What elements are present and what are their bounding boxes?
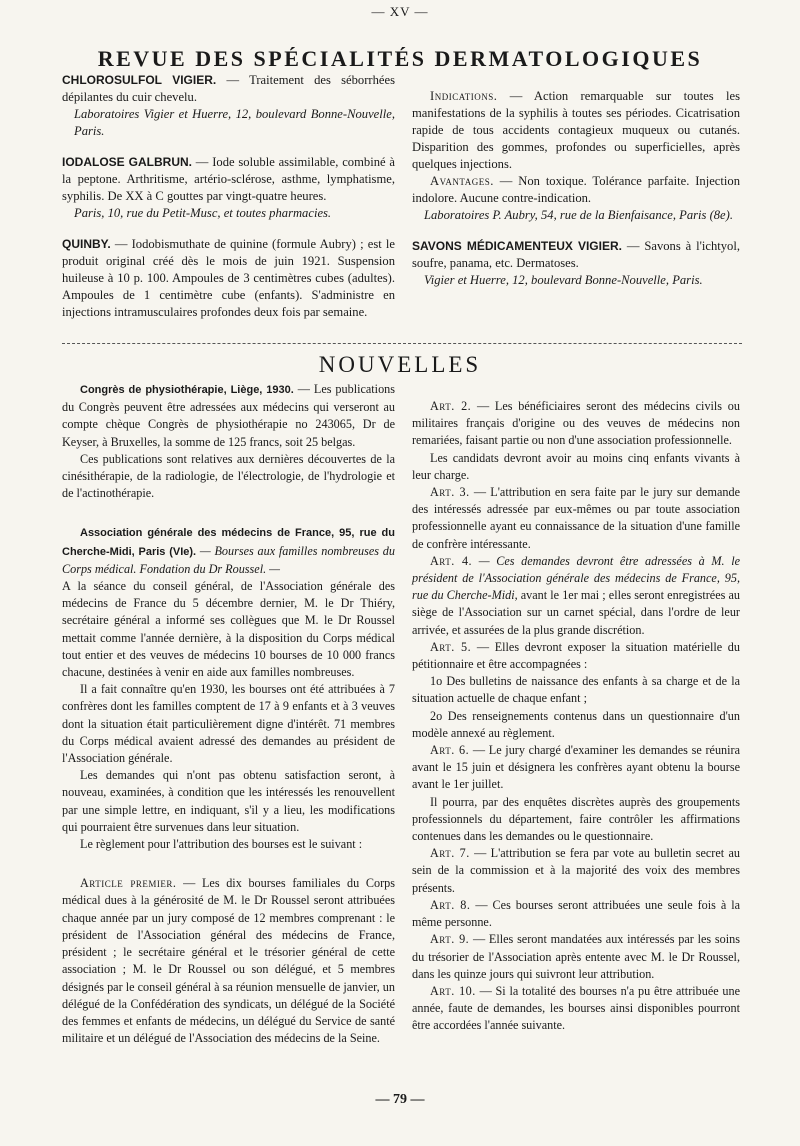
article-6-text: — Le jury chargé d'examiner les demandes se réunira avant le 15 juin et désignera les confrères ayant obtenu la bourse avant le 1er juillet. [412, 743, 740, 792]
quinby-entry [62, 236, 395, 321]
article-5-label: Art. 5. [430, 639, 472, 654]
indications-text: — Action remarquable sur toutes les manifestations de la syphilis à toutes ses périodes. Cicatrisation rapide de tous accidents contagieux muqueux ou cutanés. Disparition des gommes, profondes ou superficielles, après quelques injections. [412, 89, 740, 171]
section-divider [62, 343, 742, 344]
chlorosulfol-lab: Laboratoires Vigier et Huerre, 12, boulevard Bonne-Nouvelle, Paris. [74, 107, 395, 138]
article-10 [412, 983, 740, 1035]
nouvelles-right-column [412, 398, 740, 1035]
article-5 [412, 639, 740, 673]
savons-lab: Vigier et Huerre, 12, boulevard Bonne-Nouvelle, Paris. [424, 273, 703, 287]
article-4-text: avant le 1er mai ; elles seront enregistrées au siège de l'Association sur un carnet spécial, dans l'ordre de leur arrivée, et assurées de la plus grande discrétion. [412, 588, 740, 637]
article-1-label: Article premier. [80, 876, 177, 891]
iodalose-name: IODALOSE GALBRUN. [62, 155, 192, 169]
congres-text: — Les publications du Congrès peuvent être adressées aux médecins qui verseront au compte chèque Congrès de physiothérapie no 243065, Dr de Keyser, à Bruxelles, la somme de 125 francs, soit 25 belgas. [62, 382, 396, 449]
association-p3: Les demandes qui n'ont pas obtenu satisfaction seront, à nouveau, examinées, à condition que les intéressés les renouvellent par une simple lettre, en indiquant, s'il y a lieu, les modifications qui pourraient être survenues dans leur situation. [62, 768, 395, 834]
article-4 [412, 553, 740, 639]
article-3-label: Art. 3. [430, 485, 470, 500]
article-7-label: Art. 7. [430, 846, 470, 861]
article-3-text: — L'attribution en sera faite par le jury sur demande des intéressés adressée par eux-mêmes ou par toute association professionnelle ayant eu connaissance de la situation d'une famille de confrère intéressante. [412, 485, 741, 551]
congres-heading: Congrès de physiothérapie, Liège, 1930. [80, 384, 294, 396]
association-subtitle: — Bourses aux familles nombreuses du Corps médical. Fondation du Dr Roussel. — [62, 543, 395, 576]
iodalose-lab: Paris, 10, rue du Petit-Musc, et toutes pharmacies. [74, 206, 332, 220]
article-9 [412, 931, 740, 983]
article-1 [62, 875, 395, 1047]
article-7 [412, 845, 740, 897]
article-7-text: — L'attribution se fera par vote au bulletin secret au sein de la commission et à la majorité des voix des membres présents. [412, 846, 740, 895]
article-10-label: Art. 10. [430, 983, 476, 998]
revue-title: REVUE DES SPÉCIALITÉS DERMATOLOGIQUES [97, 46, 703, 71]
association-heading: Association générale des médecins de France, 95, rue du Cherche-Midi, Paris (VIe). [62, 527, 395, 558]
savons-name: SAVONS MÉDICAMENTEUX VIGIER. [412, 239, 622, 253]
congres-paragraph-2: Ces publications sont relatives aux dernières découvertes de la cinésithérapie, de la radiologie, de l'électrologie, de l'hydrologie et de l'actinothérapie. [62, 451, 395, 501]
article-3 [412, 484, 740, 553]
savons-text: — Savons à l'ichtyol, soufre, panama, etc. Dermatoses. [412, 239, 741, 270]
indications-label: Indications. [430, 89, 498, 103]
iodalose-text: — Iode soluble assimilable, combiné à la peptone. Arthritisme, artério-sclérose, asthme, lymphatisme, syphilis. De XX à C gouttes par vingt-quatre heures. [62, 155, 395, 203]
page-folio: — XV — [371, 4, 429, 19]
article-9-label: Art. 9. [430, 932, 470, 947]
quinby-lab: Laboratoires P. Aubry, 54, rue de la Bienfaisance, Paris (8e). [424, 208, 733, 222]
article-4-italic: — Ces demandes devront être adressées à M. le président de l'Association générale des médecins de France, 95, rue du Cherche-Midi, [412, 553, 740, 603]
association-p1: A la séance du conseil général, de l'Association générale des médecins de France du 5 décembre dernier, M. le Dr Thiéry, secrétaire général a informé ses collègues que M. le Dr Roussel mettait comme l'année dernière, à la disposition du Corps médical tout entier et des veuves de médecins 10 bourses de 10 000 francs chacune, destinées à venir en aide aux familles nombreuses. [62, 579, 395, 680]
nouvelles-left-column [62, 381, 395, 1047]
article-8-label: Art. 8. [430, 897, 471, 912]
article-1-text: — Les dix bourses familiales du Corps médical dues à la générosité de M. le Dr Roussel seront attribuées chaque année par un jury composé de 12 membres comprenant : le président de l'Association général des médecins de France, président ; le secrétaire général et le trésorier général de cette association ; M. le Dr Roussel ou son délégué, et 5 membres désignés par le conseil général à sa réunion mensuelle de janvier, un délégué de la Confédération des syndicats, un délégué de la Société des femmes et enfants de médecins, un délégué du Service de santé militaire et un délégué de l'Association des médecins de la Seine. [62, 876, 396, 1046]
specialites-right-column [412, 88, 740, 289]
chlorosulfol-name: CHLOROSULFOL VIGIER. [62, 73, 217, 87]
quinby-name: QUINBY. [62, 237, 111, 251]
article-8 [412, 897, 740, 931]
iodalose-entry [62, 154, 395, 205]
avantages-text: — Non toxique. Tolérance parfaite. Injection indolore. Aucune contre-indication. [412, 174, 740, 205]
quinby-text: — Iodobismuthate de quinine (formule Aubry) ; est le produit original créé dès le mois de juin 1921. Suspension huileuse à 10 p. 100. Ampoules de 3 centimètres cubes (adultes). Ampoules de 1 centimètre cube (enfants). S'administre en injections intramusculaires profondes deux fois par semaine. [62, 237, 395, 319]
article-2b: Les candidats devront avoir au moins cinq enfants vivants à leur charge. [412, 450, 740, 482]
article-5-text: — Elles devront exposer la situation matérielle du pétitionnaire et être accompagnées : [412, 639, 740, 672]
article-6b: Il pourra, par des enquêtes discrètes auprès des groupements professionnels du département, faire contrôler les affirmations contenues dans les demandes ou le questionnaire. [412, 794, 740, 844]
article-2-label: Art. 2. [430, 399, 472, 413]
article-2 [412, 398, 740, 450]
chlorosulfol-entry [62, 72, 395, 106]
article-8-text: — Ces bourses seront attribuées une seule fois à la même personne. [412, 897, 740, 930]
savons-entry [412, 238, 740, 272]
congres-paragraph [62, 381, 395, 451]
article-5-item-1: 1o Des bulletins de naissance des enfants à sa charge et de la situation actuelle de chaque enfant ; [412, 674, 740, 706]
article-6 [412, 742, 740, 794]
article-4-label: Art. 4. [430, 553, 473, 568]
chlorosulfol-text: — Traitement des séborrhées dépilantes du cuir chevelu. [62, 73, 395, 104]
specialites-left-column [62, 72, 395, 321]
association-p2: Il a fait connaître qu'en 1930, les bourses ont été attribuées à 7 confrères dont les familles comptent de 17 à 9 enfants et à 3 veuves dont la situation était particulièrement digne d'intérêt. 71 membres du Corps médical avaient adressé des demandes au président de l'Association générale. [62, 682, 395, 766]
quinby-indications [412, 88, 740, 173]
article-5-item-2: 2o Des renseignements contenus dans un questionnaire d'un modèle annexé au règlement. [412, 708, 740, 740]
association-heading-paragraph [62, 524, 395, 578]
quinby-avantages [412, 173, 740, 207]
association-p4: Le règlement pour l'attribution des bourses est le suivant : [80, 837, 363, 852]
avantages-label: Avantages. [430, 174, 494, 188]
article-10-text: — Si la totalité des bourses n'a pu être attribuée une année, faute de demandes, les bourses ainsi disponibles pourront être accordées l'année suivante. [412, 983, 740, 1033]
article-9-text: — Elles seront mandatées aux intéressés par les soins du trésorier de l'Association après entente avec M. le Dr Roussel, dans les quinze jours qui suivront leur attribution. [412, 932, 740, 981]
page-number: — 79 — [375, 1092, 425, 1107]
nouvelles-title: NOUVELLES [318, 352, 482, 377]
article-2-text: — Les bénéficiaires seront des médecins civils ou militaires français d'origine ou des veuves de médecins non remariées, faisant partie ou non d'une association professionnelle. [412, 399, 740, 448]
article-6-label: Art. 6. [430, 743, 470, 758]
